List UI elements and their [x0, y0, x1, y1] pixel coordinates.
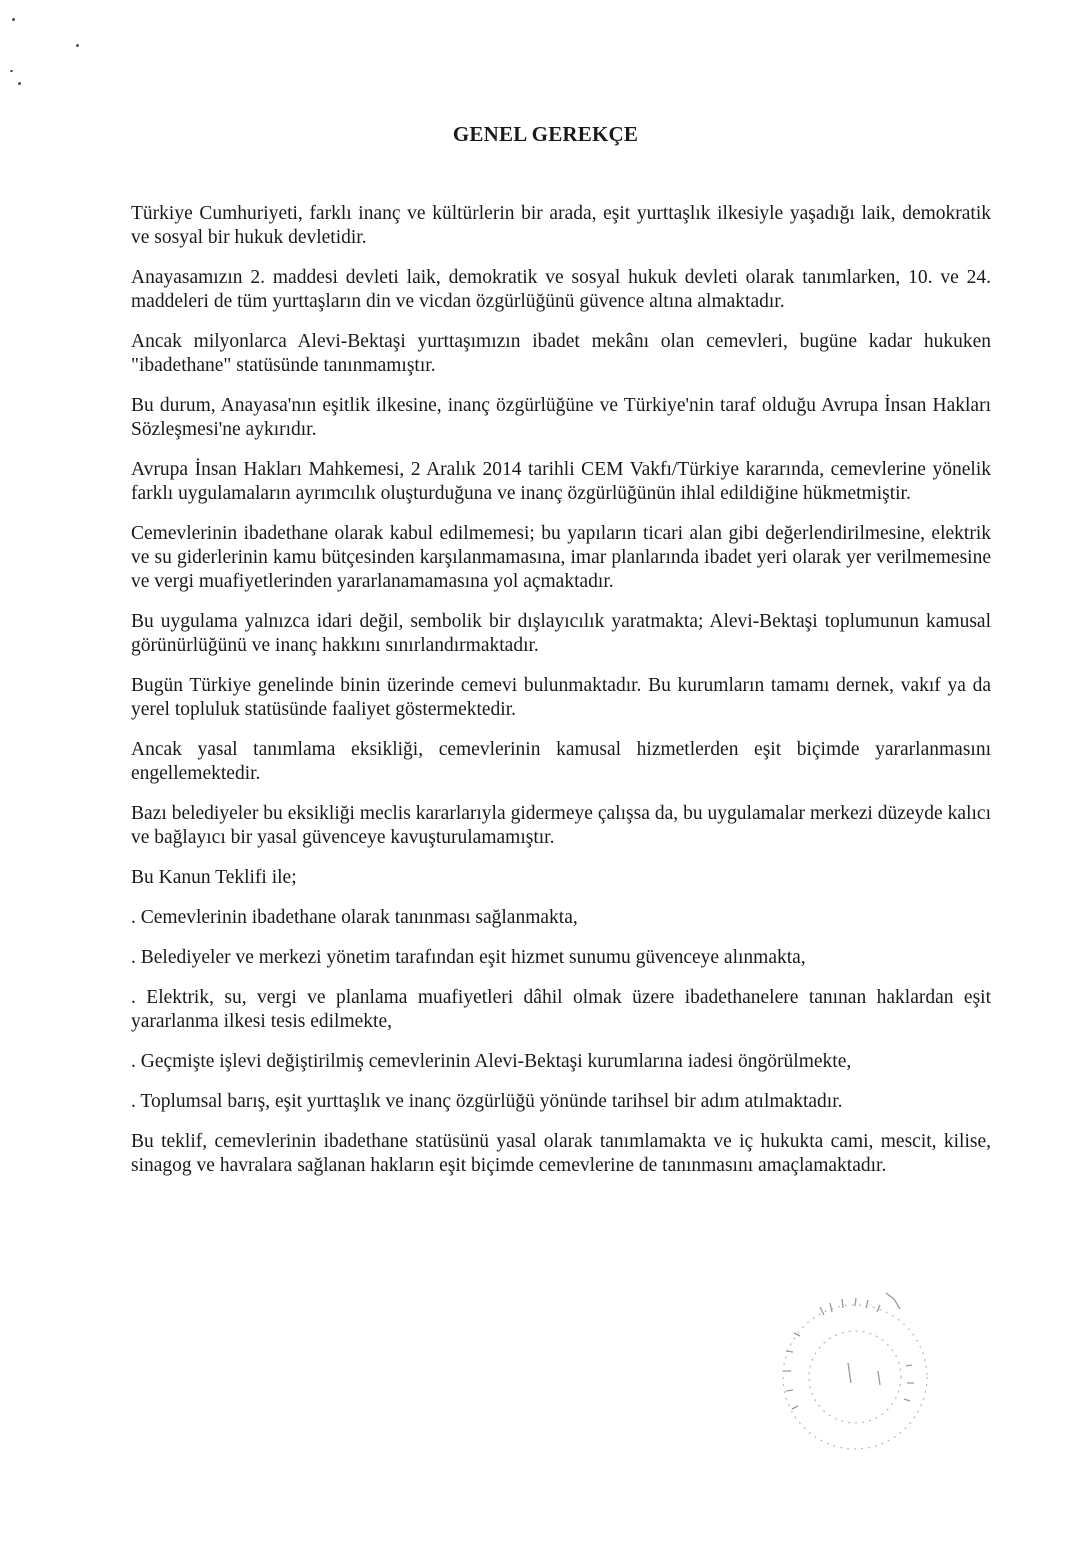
paragraph-8: Bugün Türkiye genelinde binin üzerinde cemevi bulunmaktadır. Bu kurumların tamamı dernek, vakıf ya da yerel topluluk statüsünde faaliyet göstermektedir. — [131, 675, 991, 720]
scan-speck — [18, 82, 21, 85]
list-item-3: . Elektrik, su, vergi ve planlama muafiyetleri dâhil olmak üzere ibadethanelere tanınan haklardan eşit yararlanma ilkesi tesis edilmekte, — [131, 987, 991, 1032]
list-item-5: . Toplumsal barış, eşit yurttaşlık ve inanç özgürlüğü yönünde tarihsel bir adım atılmaktadır. — [131, 1091, 843, 1112]
paragraph-3: Ancak milyonlarca Alevi-Bektaşi yurttaşımızın ibadet mekânı olan cemevleri, bugüne kadar hukuken "ibadethane" statüsünde tanınmamıştır. — [131, 331, 991, 376]
scan-speck — [76, 44, 79, 47]
scan-speck — [10, 70, 13, 72]
faded-stamp-seal — [760, 1285, 935, 1460]
scan-speck — [12, 18, 15, 21]
paragraph-1: Türkiye Cumhuriyeti, farklı inanç ve kültürlerin bir arada, eşit yurttaşlık ilkesiyle yaşadığı laik, demokratik ve sosyal bir hukuk devletidir. — [131, 203, 991, 248]
paragraph-9: Ancak yasal tanımlama eksikliği, cemevlerinin kamusal hizmetlerden eşit biçimde yararlanmasını engellemektedir. — [131, 739, 991, 784]
list-item-4: . Geçmişte işlevi değiştirilmiş cemevlerinin Alevi-Bektaşi kurumlarına iadesi öngörülmekte, — [131, 1051, 852, 1072]
paragraph-10: Bazı belediyeler bu eksikliği meclis kararlarıyla gidermeye çalışsa da, bu uygulamalar merkezi düzeyde kalıcı ve bağlayıcı bir yasal güvenceye kavuşturulamamıştır. — [131, 803, 991, 848]
paragraph-7: Bu uygulama yalnızca idari değil, sembolik bir dışlayıcılık yaratmakta; Alevi-Bektaşi toplumunun kamusal görünürlüğünü ve inanç hakkını sınırlandırmaktadır. — [131, 611, 991, 656]
list-item-2: . Belediyeler ve merkezi yönetim tarafından eşit hizmet sunumu güvenceye alınmakta, — [131, 947, 806, 968]
paragraph-2: Anayasamızın 2. maddesi devleti laik, demokratik ve sosyal hukuk devleti olarak tanımlarken, 10. ve 24. maddeleri de tüm yurttaşların din ve vicdan özgürlüğünü güvence altına almaktadır. — [131, 267, 991, 312]
paragraph-5: Avrupa İnsan Hakları Mahkemesi, 2 Aralık 2014 tarihli CEM Vakfı/Türkiye kararında, cemevlerine yönelik farklı uygulamaların ayrımcılık oluşturduğuna ve inanç özgürlüğünün ihlal edildiğine hükmetmiştir. — [131, 459, 991, 504]
document-body — [131, 202, 991, 1194]
list-item-1: . Cemevlerinin ibadethane olarak tanınması sağlanmakta, — [131, 907, 578, 928]
document-title: GENEL GEREKÇE — [452, 122, 639, 146]
paragraph-4: Bu durum, Anayasa'nın eşitlik ilkesine, inanç özgürlüğüne ve Türkiye'nin taraf olduğu Avrupa İnsan Hakları Sözleşmesi'ne aykırıdır. — [131, 395, 991, 440]
list-intro: Bu Kanun Teklifi ile; — [131, 867, 297, 888]
closing-paragraph: Bu teklif, cemevlerinin ibadethane statüsünü yasal olarak tanımlamakta ve iç hukukta cami, mescit, kilise, sinagog ve havralara sağlanan hakların eşit biçimde cemevlerine de tanınmasını amaçlamaktadır. — [131, 1131, 991, 1176]
paragraph-6: Cemevlerinin ibadethane olarak kabul edilmemesi; bu yapıların ticari alan gibi değerlendirilmesine, elektrik ve su giderlerinin kamu bütçesinden karşılanmamasına, imar planlarında ibadet yeri olarak yer verilmemesine ve vergi muafiyetlerinden yararlanamamasına yol açmaktadır. — [131, 523, 991, 592]
